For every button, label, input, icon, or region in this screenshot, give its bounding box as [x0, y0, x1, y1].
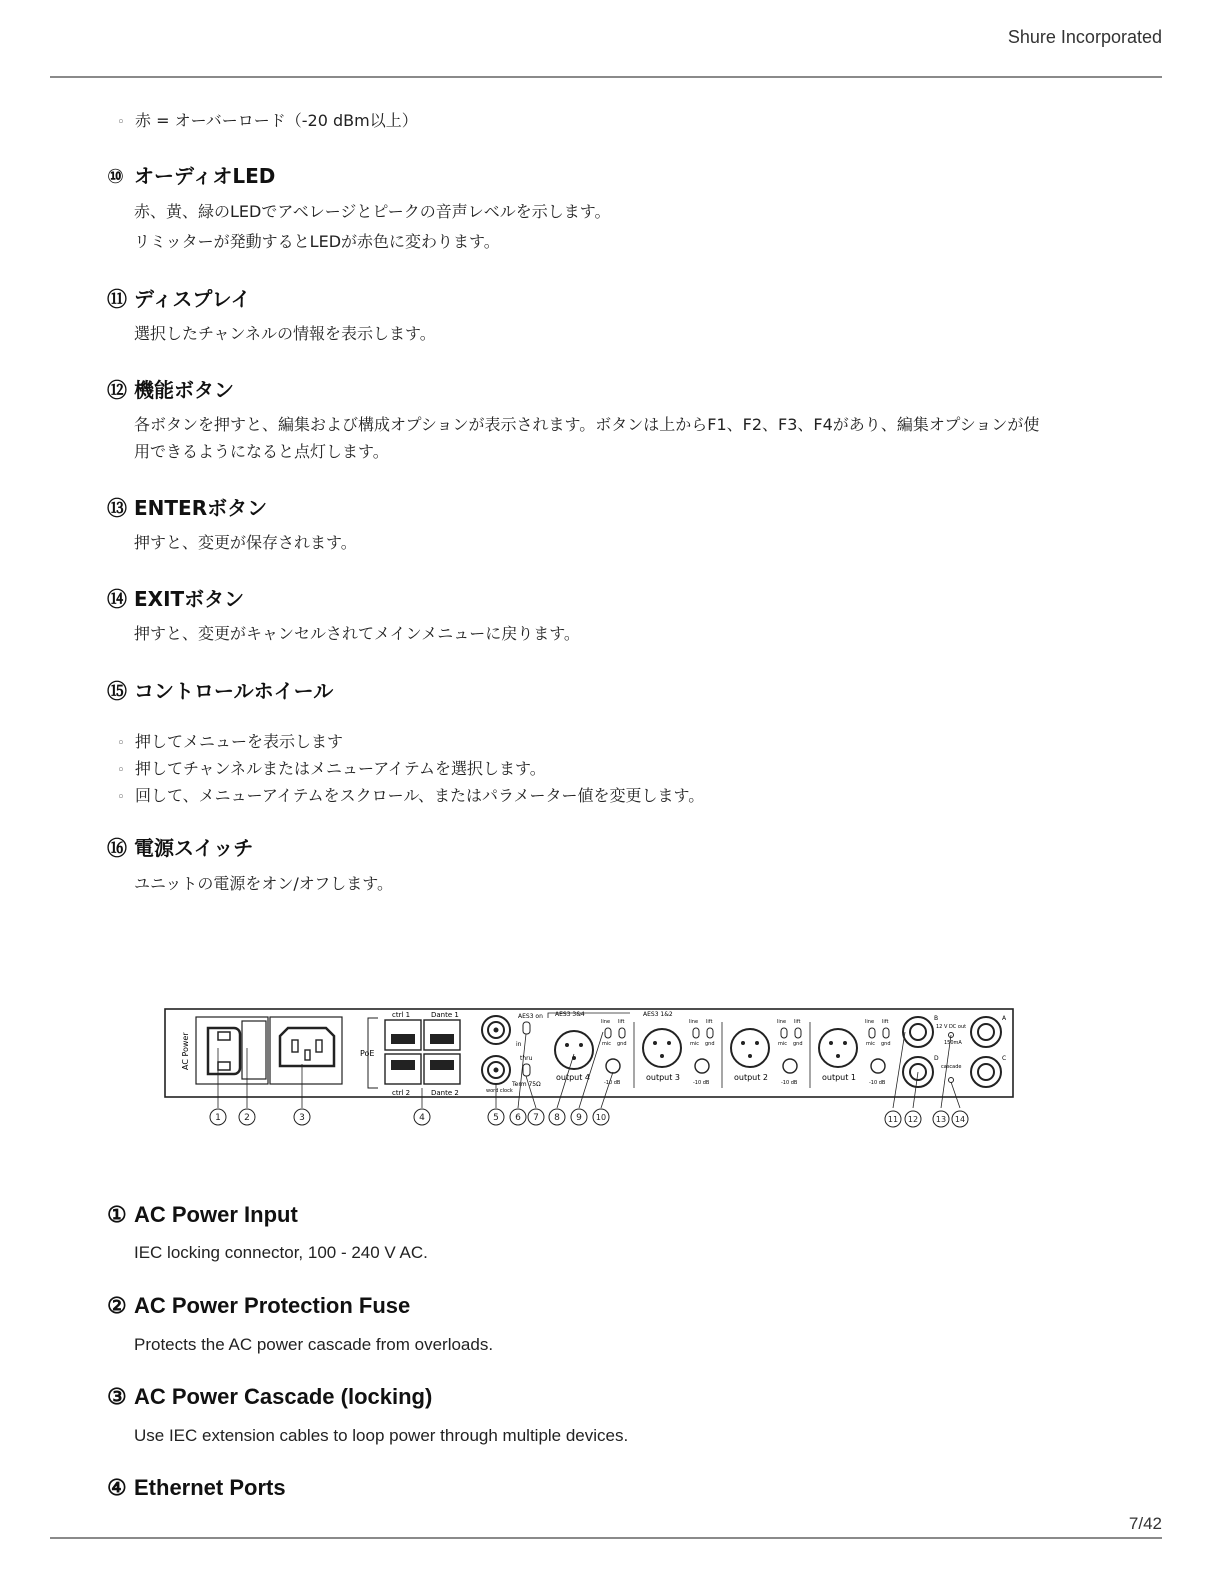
footer-rule	[50, 1537, 1162, 1539]
heading-ethernet-ports: ④ Ethernet Ports	[107, 1475, 286, 1500]
callout-10-label: 10	[595, 1113, 607, 1122]
label-output-2: output 2	[734, 1073, 769, 1082]
label-line-2: line	[777, 1019, 787, 1025]
bullet-dot: ◦	[117, 115, 125, 130]
paragraph-power-switch: ユニットの電源をオン/オフします。	[134, 874, 393, 893]
paragraph-ac-power-fuse: Protects the AC power cascade from overloads.	[134, 1335, 494, 1354]
label-lift-3: lift	[706, 1019, 713, 1025]
label-poe: PoE	[360, 1049, 375, 1058]
paragraph-ac-power-input: IEC locking connector, 100 - 240 V AC.	[134, 1243, 428, 1262]
label-antenna-a: A	[1002, 1015, 1007, 1022]
label-word-clock: word clock	[486, 1088, 513, 1094]
callout-8-label: 8	[554, 1113, 560, 1123]
heading-display: ⑪ ディスプレイ	[107, 287, 251, 311]
paragraph-audio-led-2: リミッターが発動するとLEDが赤色に変わります。	[134, 232, 500, 251]
paragraph-function-buttons-2: 用できるようになると点灯します。	[134, 442, 389, 461]
label-mic-1: mic	[866, 1041, 876, 1047]
paragraph-audio-led-1: 赤、黄、緑のLEDでアベレージとピークの音声レベルを示します。	[134, 202, 611, 221]
heading-ac-power-input: ① AC Power Input	[107, 1202, 298, 1227]
callout-4-label: 4	[419, 1113, 425, 1123]
label-in: in	[516, 1041, 522, 1048]
callouts	[210, 1109, 968, 1127]
paragraph-function-buttons-1: 各ボタンを押すと、編集および構成オプションが表示されます。ボタンは上からF1、F2、F3、F4があり、編集オプションが使	[134, 415, 1040, 434]
label-ctrl1: ctrl 1	[392, 1011, 411, 1019]
label-line-1: line	[865, 1019, 875, 1025]
heading-control-wheel: ⑮ コントロールホイール	[107, 679, 334, 703]
label-aes3-12: AES3 1&2	[643, 1011, 673, 1018]
label-minus10-3: -10 dB	[693, 1080, 710, 1086]
header-rule	[50, 76, 1162, 78]
label-antenna-d: D	[934, 1055, 939, 1062]
heading-enter-button: ⑬ ENTERボタン	[107, 496, 268, 520]
heading-audio-led: ⑩ オーディオLED	[107, 164, 276, 188]
bullet-control-wheel-3: ◦ 回して、メニューアイテムをスクロール、またはパラメーター値を変更します。	[117, 786, 705, 805]
label-output-3: output 3	[646, 1073, 681, 1082]
heading-power-switch: ⑯ 電源スイッチ	[107, 836, 254, 860]
label-minus10-4: -10 dB	[604, 1080, 621, 1086]
callout-3-label: 3	[299, 1113, 305, 1123]
heading-exit-button: ⑭ EXITボタン	[107, 587, 245, 611]
label-gnd-2: gnd	[793, 1041, 803, 1047]
label-dante1: Dante 1	[431, 1011, 459, 1019]
label-term: Term 75Ω	[512, 1081, 541, 1088]
callout-13-label: 13	[935, 1115, 947, 1124]
label-line-4: line	[601, 1019, 611, 1025]
callout-1-label: 1	[215, 1113, 221, 1123]
callout-11-label: 11	[887, 1115, 899, 1124]
callout-14-label: 14	[954, 1115, 966, 1124]
label-aes3-on: AES3 on	[518, 1013, 543, 1020]
callout-7-label: 7	[533, 1113, 539, 1123]
label-mic-2: mic	[778, 1041, 788, 1047]
label-cascade: cascade	[941, 1064, 962, 1070]
label-line-3: line	[689, 1019, 699, 1025]
label-antenna-c: C	[1002, 1055, 1007, 1062]
label-antenna-b: B	[934, 1015, 939, 1022]
label-mic-4: mic	[602, 1041, 612, 1047]
label-dc-ma: 150mA	[944, 1040, 962, 1046]
label-gnd-1: gnd	[881, 1041, 891, 1047]
paragraph-exit-button: 押すと、変更がキャンセルされてメインメニューに戻ります。	[134, 624, 580, 643]
label-lift-4: lift	[618, 1019, 625, 1025]
paragraph-display: 選択したチャンネルの情報を表示します。	[134, 324, 436, 343]
label-gnd-3: gnd	[705, 1041, 715, 1047]
paragraph-enter-button: 押すと、変更が保存されます。	[134, 533, 357, 552]
label-lift-2: lift	[794, 1019, 801, 1025]
bullet-control-wheel-1: ◦ 押してメニューを表示します	[117, 732, 344, 751]
label-lift-1: lift	[882, 1019, 889, 1025]
label-output-4: output 4	[556, 1073, 591, 1082]
ac-fuse	[242, 1021, 266, 1079]
label-aes3-34: AES3 3&4	[555, 1011, 585, 1018]
callout-6-label: 6	[515, 1113, 521, 1123]
heading-ac-power-cascade: ③ AC Power Cascade (locking)	[107, 1384, 433, 1409]
bullet-overload: ◦ 赤 = オーバーロード（-20 dBm以上）	[117, 111, 418, 130]
bullet-control-wheel-2: ◦ 押してチャンネルまたはメニューアイテムを選択します。	[117, 759, 546, 778]
page-number: 7/42	[1128, 1514, 1162, 1533]
label-dc-out: 12 V DC out	[936, 1024, 967, 1030]
label-mic-3: mic	[690, 1041, 700, 1047]
label-ac-power: AC Power	[181, 1032, 190, 1070]
callout-5-label: 5	[493, 1113, 499, 1123]
rear-panel-diagram	[160, 1004, 1020, 1134]
callout-12-label: 12	[907, 1115, 919, 1124]
callout-9-label: 9	[576, 1113, 582, 1123]
label-thru: thru	[520, 1055, 533, 1062]
label-output-1: output 1	[822, 1073, 857, 1082]
callout-2-label: 2	[244, 1113, 250, 1123]
heading-function-buttons: ⑫ 機能ボタン	[107, 378, 234, 402]
label-minus10-2: -10 dB	[781, 1080, 798, 1086]
label-gnd-4: gnd	[617, 1041, 627, 1047]
header-company: Shure Incorporated	[1007, 27, 1162, 47]
label-ctrl2: ctrl 2	[392, 1089, 411, 1097]
heading-ac-power-fuse: ② AC Power Protection Fuse	[107, 1293, 411, 1318]
label-minus10-1: -10 dB	[869, 1080, 886, 1086]
label-dante2: Dante 2	[431, 1089, 459, 1097]
paragraph-ac-power-cascade: Use IEC extension cables to loop power through multiple devices.	[134, 1426, 629, 1445]
